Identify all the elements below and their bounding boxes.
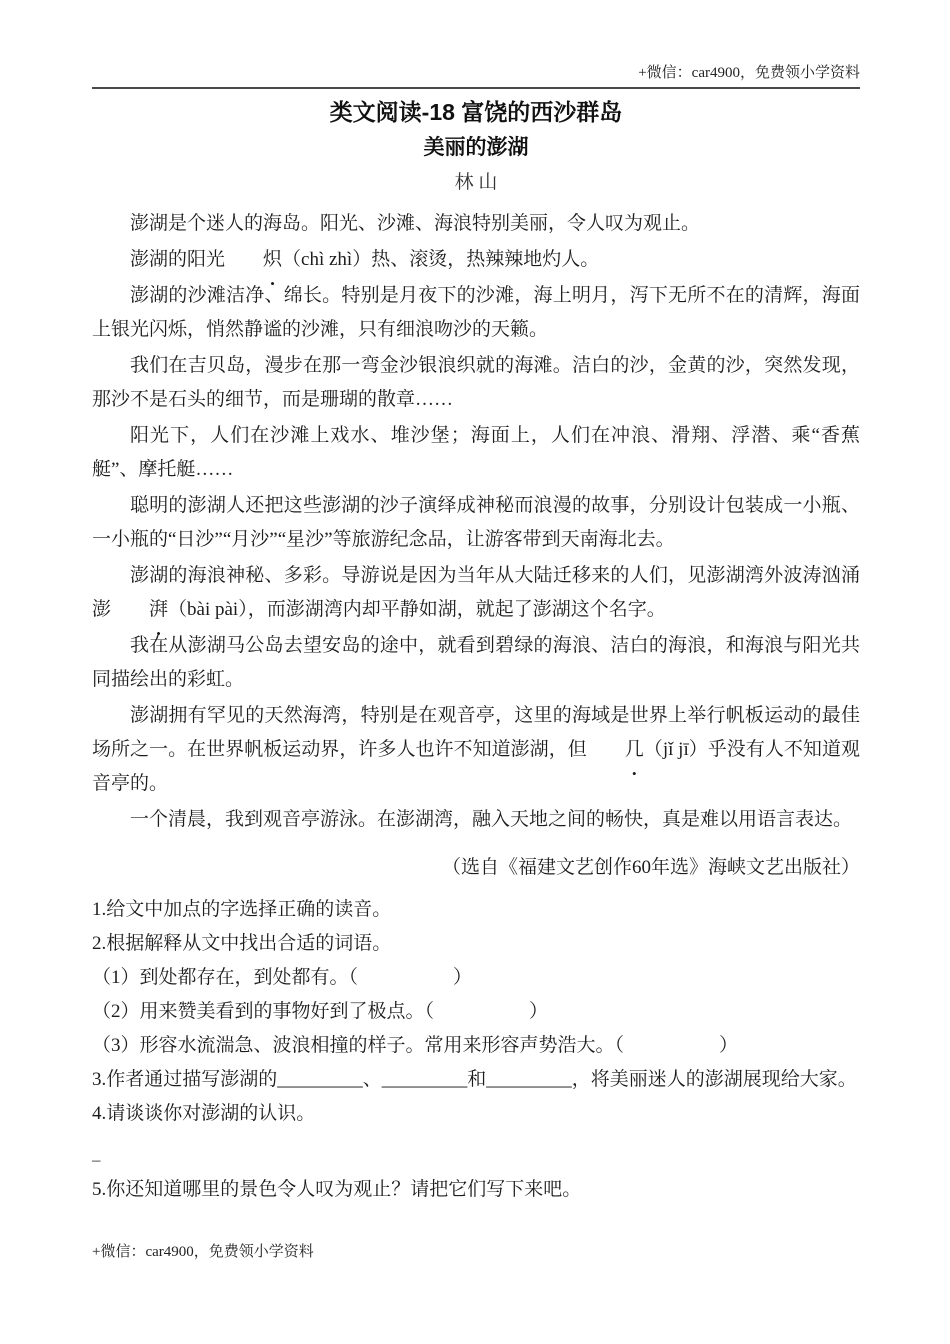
text-run: （jǐ jī）乎没有人不知道观音亭的。: [92, 739, 860, 794]
emphasized-char: 湃: [149, 599, 169, 620]
q2-items: [92, 961, 860, 1063]
essay-paragraph: [92, 419, 860, 487]
essay-paragraph: [92, 207, 860, 241]
essay-paragraph: [92, 629, 860, 697]
question-3: 3.作者通过描写澎湖的_________、_________和_________，将美丽迷人的澎湖展现给大家。: [92, 1069, 857, 1090]
essay-paragraph: [92, 243, 860, 277]
question-2-sub-item: （3）形容水流湍急、波浪相撞的样子。常用来形容声势浩大。（ ）: [92, 1035, 739, 1056]
essay-paragraph: [92, 699, 860, 801]
text-run: 我们在吉贝岛，漫步在那一弯金沙银浪织就的海滩。洁白的沙，金黄的沙，突然发现，那沙不是石头的细节，而是珊瑚的散章……: [92, 355, 860, 410]
text-run: （bài pài），而澎湖湾内却平静如湖，就起了澎湖这个名字。: [168, 599, 666, 620]
header-wechat-note: +微信：car4900，免费领小学资料: [638, 65, 860, 81]
question-5: 5.你还知道哪里的景色令人叹为观止？请把它们写下来吧。: [92, 1179, 582, 1200]
essay-title: 美丽的澎湖: [423, 136, 529, 159]
text-run: （chì zhì）热、滚烫，热辣辣地灼人。: [282, 249, 600, 270]
essay-paragraph: [92, 559, 860, 627]
text-run: 澎湖的沙滩洁净、绵长。特别是月夜下的沙滩，海上明月，泻下无所不在的清辉，海面上银光闪烁，悄然静谧的沙滩，只有细浪吻沙的天籁。: [92, 285, 860, 340]
essay-body: [92, 207, 860, 837]
essay-paragraph: [92, 349, 860, 417]
text-run: 澎湖的阳光: [130, 249, 226, 270]
text-run: 一个清晨，我到观音亭游泳。在澎湖湾，融入天地之间的畅快，真是难以用语言表达。: [130, 809, 853, 830]
emphasized-char: 炽: [263, 249, 283, 270]
text-run: 阳光下，人们在沙滩上戏水、堆沙堡；海面上，人们在冲浪、滑翔、浮潜、乘“香蕉艇”、摩托艇……: [92, 425, 860, 480]
question-2-sub-item: （2）用来赞美看到的事物好到了极点。（ ）: [92, 1001, 549, 1022]
essay-paragraph: [92, 279, 860, 347]
answer-blank-dash: –: [92, 1150, 101, 1169]
text-run: 澎湖的海浪神秘、多彩。导游说是因为当年从大陆迁移来的人们，见澎湖湾外波涛汹涌澎: [92, 565, 860, 620]
text-run: 澎湖是个迷人的海岛。阳光、沙滩、海浪特别美丽，令人叹为观止。: [130, 213, 701, 234]
text-run: 澎湖拥有罕见的天然海湾，特别是在观音亭，这里的海域是世界上举行帆板运动的最佳场所之一。在世界帆板运动界，许多人也许不知道澎湖，但: [92, 705, 860, 760]
question-2-sub-item: （1）到处都存在，到处都有。（ ）: [92, 967, 473, 988]
question-2: 2.根据解释从文中找出合适的词语。: [92, 933, 392, 954]
essay-paragraph: [92, 803, 860, 837]
footer-wechat-note: +微信：car4900，免费领小学资料: [92, 1244, 314, 1260]
essay-paragraph: [92, 489, 860, 557]
question-4: 4.请谈谈你对澎湖的认识。: [92, 1103, 316, 1124]
header-divider: [92, 87, 860, 89]
text-run: 聪明的澎湖人还把这些澎湖的沙子演绎成神秘而浪漫的故事，分别设计包装成一小瓶、一小瓶的“日沙”“月沙”“星沙”等旅游纪念品，让游客带到天南海北去。: [92, 495, 860, 550]
text-run: 我在从澎湖马公岛去望安岛的途中，就看到碧绿的海浪、洁白的海浪，和海浪与阳光共同描绘出的彩虹。: [92, 635, 860, 690]
lesson-title: 类文阅读-18 富饶的西沙群岛: [329, 99, 623, 125]
question-1: 1.给文中加点的字选择正确的读音。: [92, 899, 392, 920]
questions-section: [92, 893, 860, 1207]
essay-author: 林 山: [454, 172, 498, 193]
essay-source: （选自《福建文艺创作60年选》海峡文艺出版社）: [441, 857, 860, 878]
emphasized-char: 几: [624, 739, 644, 760]
